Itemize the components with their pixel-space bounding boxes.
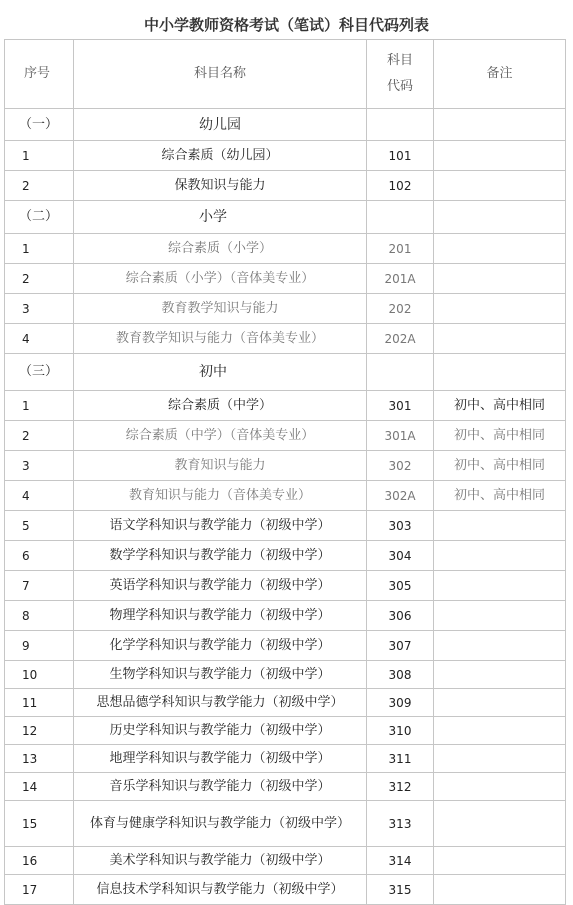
table-row [5, 801, 566, 847]
subject-code-cell: 303 [367, 511, 434, 541]
subject-name-cell: 化学学科知识与教学能力（初级中学） [74, 631, 367, 661]
seq-cell: 1 [5, 234, 74, 264]
seq-cell: 3 [5, 451, 74, 481]
table-header-row [5, 40, 566, 109]
subject-code-cell: 306 [367, 601, 434, 631]
subject-code-cell [367, 109, 434, 141]
note-cell [434, 745, 566, 773]
subject-code-cell: 301A [367, 421, 434, 451]
table-row [5, 875, 566, 905]
table-row [5, 264, 566, 294]
seq-cell: 14 [5, 773, 74, 801]
subject-code-cell: 202A [367, 324, 434, 354]
subject-code-cell: 315 [367, 875, 434, 905]
table-row [5, 481, 566, 511]
subject-code-cell: 302 [367, 451, 434, 481]
table-row [5, 234, 566, 264]
subject-code-cell: 313 [367, 801, 434, 847]
note-cell [434, 717, 566, 745]
table-row [5, 541, 566, 571]
note-cell [434, 631, 566, 661]
section-row [5, 354, 566, 391]
subject-name-cell: 生物学科知识与教学能力（初级中学） [74, 661, 367, 689]
subject-name-cell: 教育知识与能力 [74, 451, 367, 481]
note-cell [434, 773, 566, 801]
subject-code-cell: 312 [367, 773, 434, 801]
note-cell [434, 511, 566, 541]
note-cell [434, 689, 566, 717]
subject-name-cell: 综合素质（小学）（音体美专业） [74, 264, 367, 294]
subject-code-cell [367, 354, 434, 391]
subject-name-cell: 信息技术学科知识与教学能力（初级中学） [74, 875, 367, 905]
subject-name-cell: 教育教学知识与能力（音体美专业） [74, 324, 367, 354]
table-row [5, 171, 566, 201]
table-row [5, 601, 566, 631]
subject-name-cell: 语文学科知识与教学能力（初级中学） [74, 511, 367, 541]
subject-name-cell: 综合素质（中学）（音体美专业） [74, 421, 367, 451]
seq-cell: 4 [5, 481, 74, 511]
subject-code-cell: 302A [367, 481, 434, 511]
table-row [5, 451, 566, 481]
seq-cell: （一） [5, 109, 74, 141]
subject-code-cell: 201A [367, 264, 434, 294]
subject-name-cell: 综合素质（中学） [74, 391, 367, 421]
subject-code-cell [367, 201, 434, 234]
table-row [5, 689, 566, 717]
subject-name-cell: 小学 [74, 201, 367, 234]
subject-code-cell: 101 [367, 141, 434, 171]
note-cell [434, 264, 566, 294]
note-cell: 初中、高中相同 [434, 481, 566, 511]
table-row [5, 717, 566, 745]
note-cell [434, 661, 566, 689]
subject-code-cell: 311 [367, 745, 434, 773]
subject-name-cell: 体育与健康学科知识与教学能力（初级中学） [74, 801, 367, 847]
header-seq: 序号 [5, 40, 74, 109]
seq-cell: 4 [5, 324, 74, 354]
seq-cell: 1 [5, 141, 74, 171]
note-cell [434, 354, 566, 391]
subject-code-cell: 305 [367, 571, 434, 601]
subject-name-cell: 初中 [74, 354, 367, 391]
subject-name-cell: 地理学科知识与教学能力（初级中学） [74, 745, 367, 773]
subject-code-cell: 314 [367, 847, 434, 875]
header-code-bottom: 代码 [386, 79, 413, 94]
seq-cell: 8 [5, 601, 74, 631]
note-cell [434, 234, 566, 264]
seq-cell: 2 [5, 171, 74, 201]
note-cell [434, 875, 566, 905]
seq-cell: 12 [5, 717, 74, 745]
table-row [5, 661, 566, 689]
note-cell [434, 171, 566, 201]
subject-name-cell: 综合素质（幼儿园） [74, 141, 367, 171]
section-row [5, 201, 566, 234]
seq-cell: 10 [5, 661, 74, 689]
note-cell: 初中、高中相同 [434, 391, 566, 421]
subject-code-cell: 301 [367, 391, 434, 421]
table-row [5, 745, 566, 773]
subject-code-cell: 202 [367, 294, 434, 324]
seq-cell: （三） [5, 354, 74, 391]
note-cell [434, 324, 566, 354]
seq-cell: 2 [5, 264, 74, 294]
note-cell [434, 801, 566, 847]
seq-cell: 9 [5, 631, 74, 661]
page-title: 中小学教师资格考试（笔试）科目代码列表 [143, 16, 429, 34]
section-row [5, 109, 566, 141]
subject-code-cell: 201 [367, 234, 434, 264]
subject-name-cell: 幼儿园 [74, 109, 367, 141]
subject-name-cell: 教育知识与能力（音体美专业） [74, 481, 367, 511]
table-row [5, 571, 566, 601]
table-row [5, 324, 566, 354]
seq-cell: 5 [5, 511, 74, 541]
table-row [5, 391, 566, 421]
subject-name-cell: 美术学科知识与教学能力（初级中学） [74, 847, 367, 875]
seq-cell: 7 [5, 571, 74, 601]
note-cell [434, 109, 566, 141]
subject-code-cell: 308 [367, 661, 434, 689]
seq-cell: 15 [5, 801, 74, 847]
seq-cell: 6 [5, 541, 74, 571]
seq-cell: 1 [5, 391, 74, 421]
subject-code-cell: 304 [367, 541, 434, 571]
header-code-top: 科目 [386, 53, 413, 68]
note-cell [434, 541, 566, 571]
seq-cell: 13 [5, 745, 74, 773]
table-row [5, 847, 566, 875]
subject-name-cell: 思想品德学科知识与教学能力（初级中学） [74, 689, 367, 717]
table-row [5, 511, 566, 541]
table-row [5, 294, 566, 324]
note-cell [434, 201, 566, 234]
subject-name-cell: 历史学科知识与教学能力（初级中学） [74, 717, 367, 745]
table-row [5, 141, 566, 171]
note-cell [434, 601, 566, 631]
subject-name-cell: 物理学科知识与教学能力（初级中学） [74, 601, 367, 631]
header-name: 科目名称 [74, 40, 367, 109]
subject-name-cell: 数学学科知识与教学能力（初级中学） [74, 541, 367, 571]
subject-code-table [4, 39, 566, 905]
header-code [367, 40, 434, 109]
subject-name-cell: 英语学科知识与教学能力（初级中学） [74, 571, 367, 601]
note-cell: 初中、高中相同 [434, 421, 566, 451]
seq-cell: 2 [5, 421, 74, 451]
subject-code-cell: 102 [367, 171, 434, 201]
seq-cell: （二） [5, 201, 74, 234]
subject-name-cell: 综合素质（小学） [74, 234, 367, 264]
seq-cell: 17 [5, 875, 74, 905]
subject-code-cell: 309 [367, 689, 434, 717]
table-row [5, 773, 566, 801]
subject-code-cell: 307 [367, 631, 434, 661]
note-cell [434, 571, 566, 601]
subject-code-cell: 310 [367, 717, 434, 745]
subject-name-cell: 音乐学科知识与教学能力（初级中学） [74, 773, 367, 801]
table-row [5, 421, 566, 451]
note-cell [434, 847, 566, 875]
note-cell: 初中、高中相同 [434, 451, 566, 481]
seq-cell: 3 [5, 294, 74, 324]
subject-name-cell: 保教知识与能力 [74, 171, 367, 201]
table-row [5, 631, 566, 661]
header-note: 备注 [434, 40, 566, 109]
seq-cell: 11 [5, 689, 74, 717]
seq-cell: 16 [5, 847, 74, 875]
note-cell [434, 141, 566, 171]
note-cell [434, 294, 566, 324]
subject-name-cell: 教育教学知识与能力 [74, 294, 367, 324]
